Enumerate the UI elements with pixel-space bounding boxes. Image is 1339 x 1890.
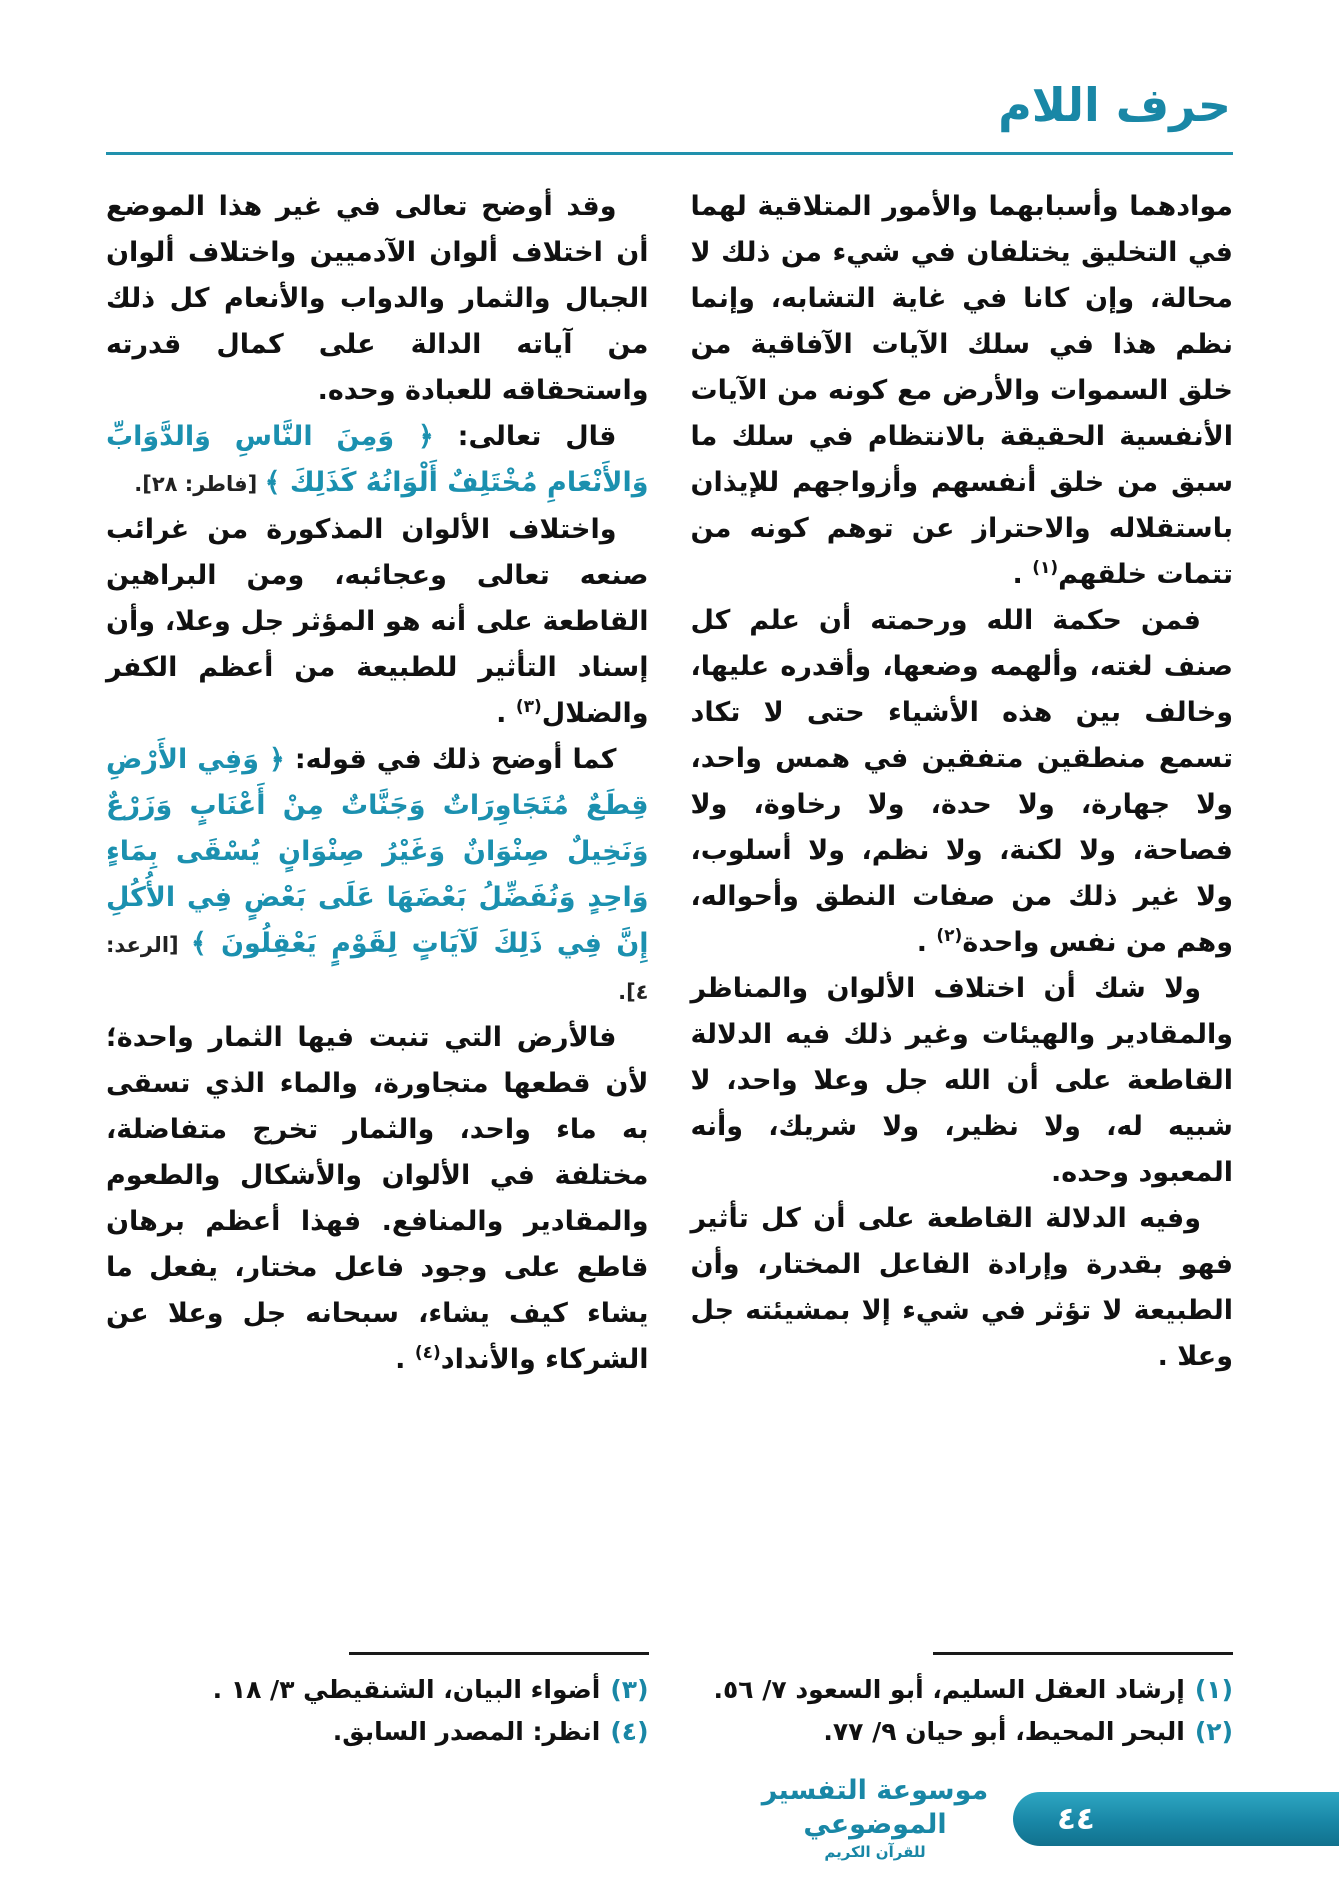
paragraph — [106, 184, 649, 414]
paragraph-text: وفيه الدلالة القاطعة على أن كل تأثير فهو بقدرة وإرادة الفاعل المختار، وأن الطبيعة لا تؤثر في شيء إلا بمشيئته جل وعلا . — [690, 1203, 1233, 1372]
page-number: ٤٤ — [1057, 1801, 1095, 1837]
footnote-text: إرشاد العقل السليم، أبو السعود ٧/ ٥٦. — [713, 1675, 1185, 1704]
paragraph-text: وقد أوضح تعالى في غير هذا الموضع أن اختلاف ألوان الآدميين واختلاف ألوان الجبال والثمار والدواب والأنعام كل ذلك من آياته الدالة على كمال قدرته واستحقاقه للعبادة وحده. — [106, 191, 649, 406]
column-left — [106, 184, 649, 1383]
paragraph-text: فالأرض التي تنبت فيها الثمار واحدة؛ لأن قطعها متجاورة، والماء الذي تسقى به ماء واحد، والثمار تخرج متفاضلة، مختلفة في الألوان والأشكال والطعوم والمقادير والمنافع. فهذا أعظم برهان قاطع على وجود فاعل مختار، يفعل ما يشاء كيف يشاء، سبحانه جل وعلا عن الشركاء والأنداد — [106, 1022, 649, 1375]
header-divider — [106, 152, 1233, 155]
paragraph-text: . — [1012, 559, 1033, 590]
verse-intro: قال تعالى: — [433, 421, 617, 452]
paragraph-text: موادهما وأسبابهما والأمور المتلاقية لهما في التخليق يختلفان في شيء من ذلك لا محالة، وإن كانا في غاية التشابه، وإنما نظم هذا في سلك الآيات الآفاقية من خلق السموات والأرض مع كونه من الآيات الأنفسية الحقيقة بالانتظام في سلك ما سبق من خلق أنفسهم وأزواجهم للإيذان باستقلاله والاحتراز عن توهم كونه من تتمات خلقهم — [690, 191, 1233, 590]
chapter-title: حرف اللام — [998, 78, 1231, 132]
emblem-subtitle: للقرآن الكريم — [824, 1843, 926, 1861]
paragraph-text: ولا شك أن اختلاف الألوان والمناظر والمقادير والهيئات وغير ذلك فيه الدلالة القاطعة على أن الله جل وعلا واحد، لا شبيه له، ولا نظير، ولا شريك، وأنه المعبود وحده. — [690, 973, 1233, 1188]
quran-verse: ﴿ وَفِي الأَرْضِ قِطَعٌ مُتَجَاوِرَاتٌ وَجَنَّاتٌ مِنْ أَعْنَابٍ وَزَرْعٌ وَنَخِيلٌ صِنْوَانٌ وَغَيْرُ صِنْوَانٍ يُسْقَى بِمَاءٍ وَاحِدٍ وَنُفَضِّلُ بَعْضَهَا عَلَى بَعْضٍ فِي الأُكُلِ إِنَّ فِي ذَلِكَ لَآيَاتٍ لِقَوْمٍ يَعْقِلُونَ ﴾ — [106, 744, 649, 959]
footnote-marker: (٣) — [515, 697, 542, 717]
paragraph — [106, 507, 649, 737]
paragraph-text: . — [496, 698, 516, 729]
footnote — [106, 1669, 649, 1711]
footnote-number: (٣) — [610, 1675, 649, 1704]
footnote — [106, 1711, 649, 1753]
column-right — [691, 184, 1234, 1383]
page-number-badge — [1013, 1792, 1339, 1846]
paragraph — [106, 737, 649, 1015]
footnote-marker: (١) — [1032, 558, 1059, 578]
verse-reference: [فاطر: ٢٨]. — [134, 472, 265, 496]
publisher-emblem — [740, 1774, 1010, 1862]
paragraph — [106, 1015, 649, 1383]
verse-intro: كما أوضح ذلك في قوله: — [284, 744, 617, 775]
footnote — [691, 1669, 1234, 1711]
paragraph — [106, 414, 649, 507]
paragraph — [691, 598, 1234, 966]
paragraph — [691, 1196, 1234, 1380]
paragraph-text: واختلاف الألوان المذكورة من غرائب صنعه تعالى وعجائبه، ومن البراهين القاطعة على أنه هو المؤثر جل وعلا، وأن إسناد التأثير للطبيعة من أعظم الكفر والضلال — [106, 514, 649, 729]
footnote-number: (١) — [1194, 1675, 1233, 1704]
paragraph-text: . — [395, 1344, 415, 1375]
paragraph-text: فمن حكمة الله ورحمته أن علم كل صنف لغته، وألهمه وضعها، وأقدره عليها، وخالف بين هذه الأشياء حتى لا تكاد تسمع منطقين متفقين في همس واحد، ولا جهارة، ولا حدة، ولا رخاوة، ولا فصاحة، ولا لكنة، ولا نظم، ولا أسلوب، ولا غير ذلك من صفات النطق وأحواله، وهم من نفس واحدة — [690, 605, 1233, 958]
footnote-text: أضواء البيان، الشنقيطي ٣/ ١٨ . — [212, 1675, 601, 1704]
footnotes-right — [691, 1652, 1234, 1753]
paragraph — [691, 966, 1234, 1196]
footnote-number: (٤) — [610, 1717, 649, 1746]
footnotes-section — [106, 1652, 1233, 1753]
footnote-text: البحر المحيط، أبو حيان ٩/ ٧٧. — [823, 1717, 1185, 1746]
verse-reference: [الرعد: ٤]. — [106, 933, 649, 1004]
footnote-number: (٢) — [1194, 1717, 1233, 1746]
footnote-text: انظر: المصدر السابق. — [332, 1717, 601, 1746]
footnote-divider — [933, 1652, 1233, 1655]
footnote-marker: (٢) — [936, 926, 963, 946]
footnotes-left — [106, 1652, 649, 1753]
quran-verse: ﴿ وَمِنَ النَّاسِ وَالدَّوَابِّ وَالأَنْعَامِ مُخْتَلِفٌ أَلْوَانُهُ كَذَلِكَ ﴾ — [106, 421, 649, 498]
main-content — [106, 184, 1233, 1383]
footnote-divider — [349, 1652, 649, 1655]
footnote-marker: (٤) — [414, 1343, 441, 1363]
footnote — [691, 1711, 1234, 1753]
paragraph — [691, 184, 1234, 598]
paragraph-text: . — [916, 927, 937, 958]
emblem-title: موسوعة التفسير الموضوعي — [761, 1775, 989, 1840]
